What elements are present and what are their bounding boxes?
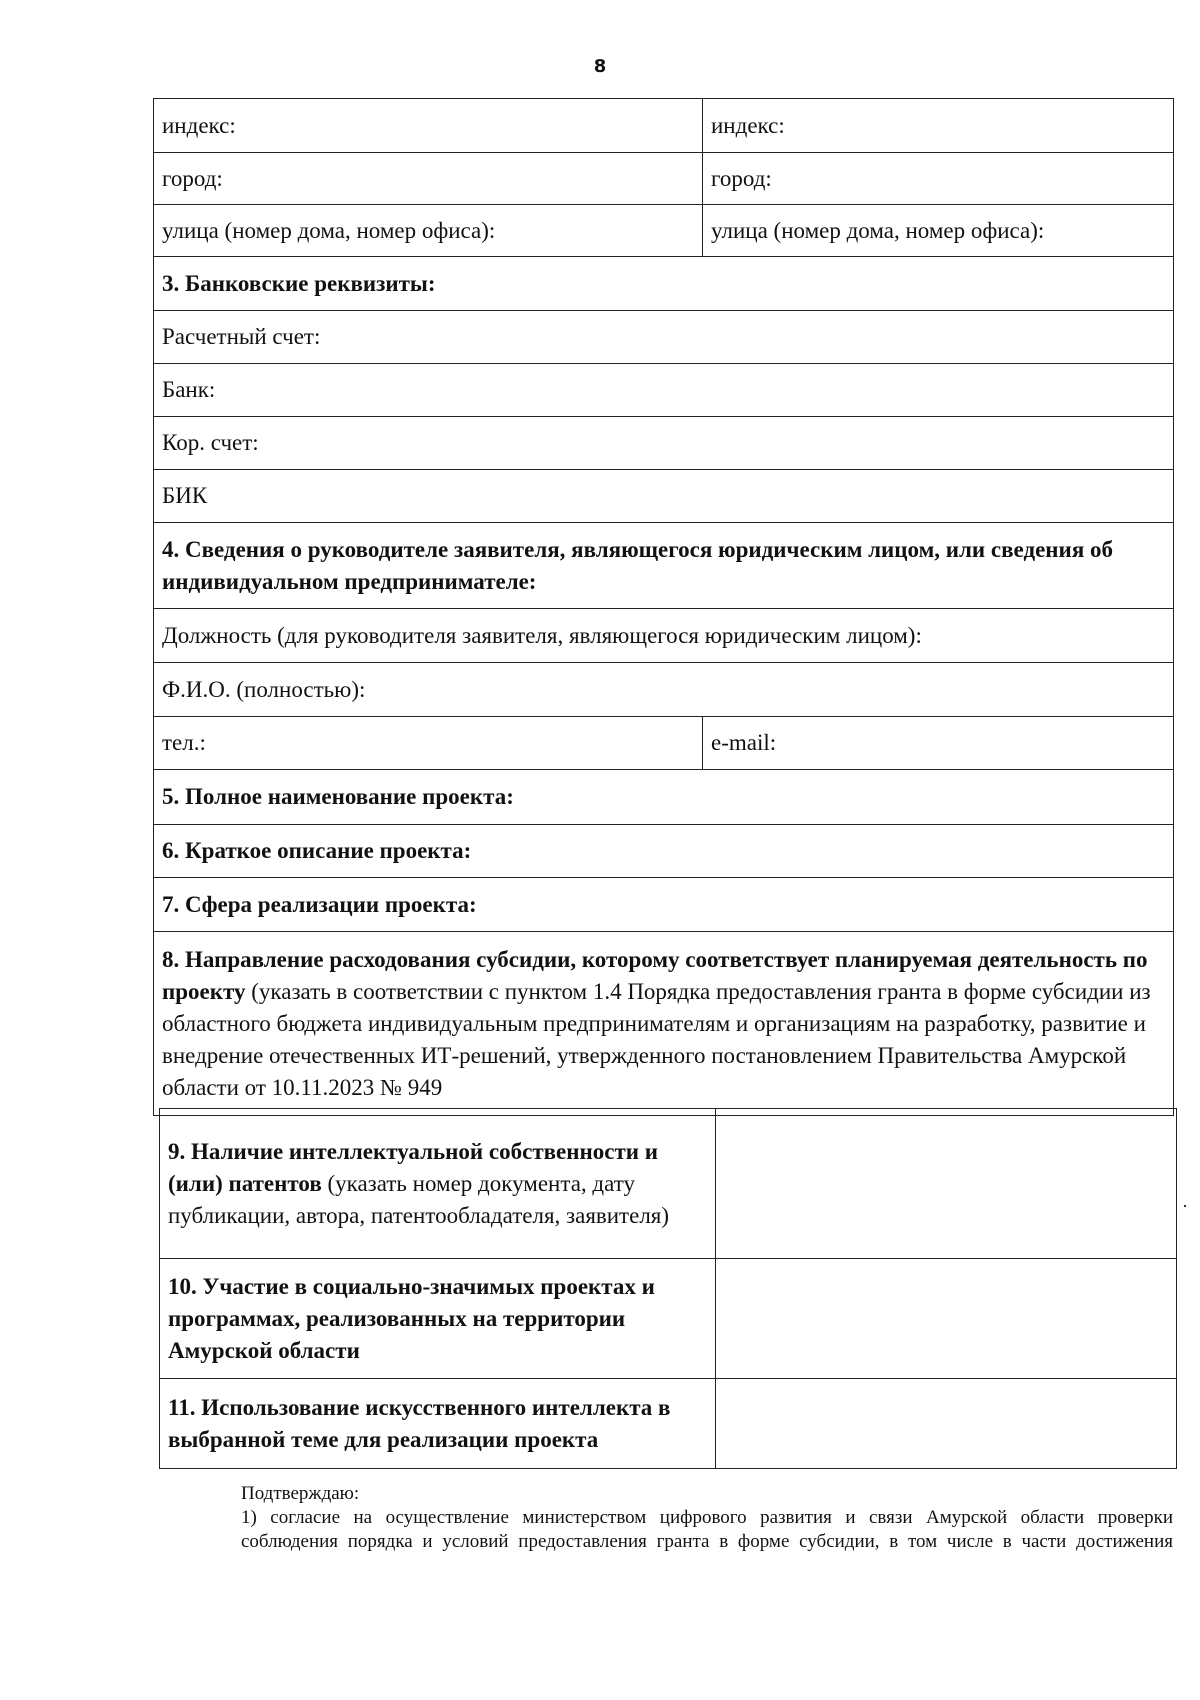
confirmation-item-1: 1) согласие на осуществление министерством цифрового развития и связи Амурской области проверки соблюдения порядка и условий предоставления гранта в форме субсидии, в том числе в части достижения (241, 1507, 1173, 1552)
bik-field[interactable]: БИК (154, 470, 1174, 523)
position-field[interactable]: Должность (для руководителя заявителя, являющегося юридическим лицом): (154, 609, 1174, 663)
index-left-field[interactable]: индекс: (154, 99, 703, 153)
bank-field[interactable]: Банк: (154, 364, 1174, 417)
application-form-table (153, 98, 1174, 1116)
ip-value-field[interactable] (716, 1109, 1177, 1259)
ip-note: (указать номер документа, дату публикации, автора, патентообладателя, заявителя) (168, 1170, 670, 1228)
corr-account-field[interactable]: Кор. счет: (154, 417, 1174, 470)
ip-heading: 9. Наличие интеллектуальной собственности и (или) патентов (168, 1138, 659, 1196)
project-description-heading[interactable]: 6. Краткое описание проекта: (154, 825, 1174, 878)
project-extra-table (159, 1108, 1177, 1469)
subsidy-direction-heading: 8. Направление расходования субсидии, которому соответствует планируемая деятельность по проекту (162, 946, 1148, 1004)
project-name-heading[interactable]: 5. Полное наименование проекта: (154, 770, 1174, 825)
page-number: 8 (593, 56, 607, 77)
ai-usage-field[interactable] (716, 1379, 1177, 1469)
full-name-field[interactable]: Ф.И.О. (полностью): (154, 663, 1174, 717)
street-right-field[interactable]: улица (номер дома, номер офиса): (703, 205, 1174, 257)
ip-label (160, 1109, 716, 1259)
bank-details-heading: 3. Банковские реквизиты: (154, 257, 1174, 311)
index-right-field[interactable]: индекс: (703, 99, 1174, 153)
confirmation-heading: Подтверждаю: (241, 1483, 360, 1504)
scan-speck (1184, 1205, 1186, 1207)
social-projects-field[interactable] (716, 1259, 1177, 1379)
project-sphere-heading[interactable]: 7. Сфера реализации проекта: (154, 878, 1174, 932)
ai-usage-label: 11. Использование искусственного интеллекта в выбранной теме для реализации проекта (160, 1379, 716, 1469)
head-info-heading: 4. Сведения о руководителе заявителя, являющегося юридическим лицом, или сведения об индивидуальном предпринимателе: (154, 523, 1174, 609)
city-left-field[interactable]: город: (154, 153, 703, 205)
social-projects-label: 10. Участие в социально-значимых проектах и программах, реализованных на территории Амурской области (160, 1259, 716, 1379)
phone-field[interactable]: тел.: (154, 717, 703, 770)
email-field[interactable]: e-mail: (703, 717, 1174, 770)
account-field[interactable]: Расчетный счет: (154, 311, 1174, 364)
city-right-field[interactable]: город: (703, 153, 1174, 205)
subsidy-direction-note: (указать в соответствии с пунктом 1.4 Порядка предоставления гранта в форме субсидии из областного бюджета индивидуальным предпринимателям и организациям на разработку, развитие и внедрение отечественных ИТ-решений, утвержденного постановлением Правительства Амурской области от 10.11.2023 № 949 (162, 978, 1151, 1100)
subsidy-direction-field[interactable] (154, 932, 1174, 1116)
confirmation-block (163, 1482, 1173, 1554)
street-left-field[interactable]: улица (номер дома, номер офиса): (154, 205, 703, 257)
